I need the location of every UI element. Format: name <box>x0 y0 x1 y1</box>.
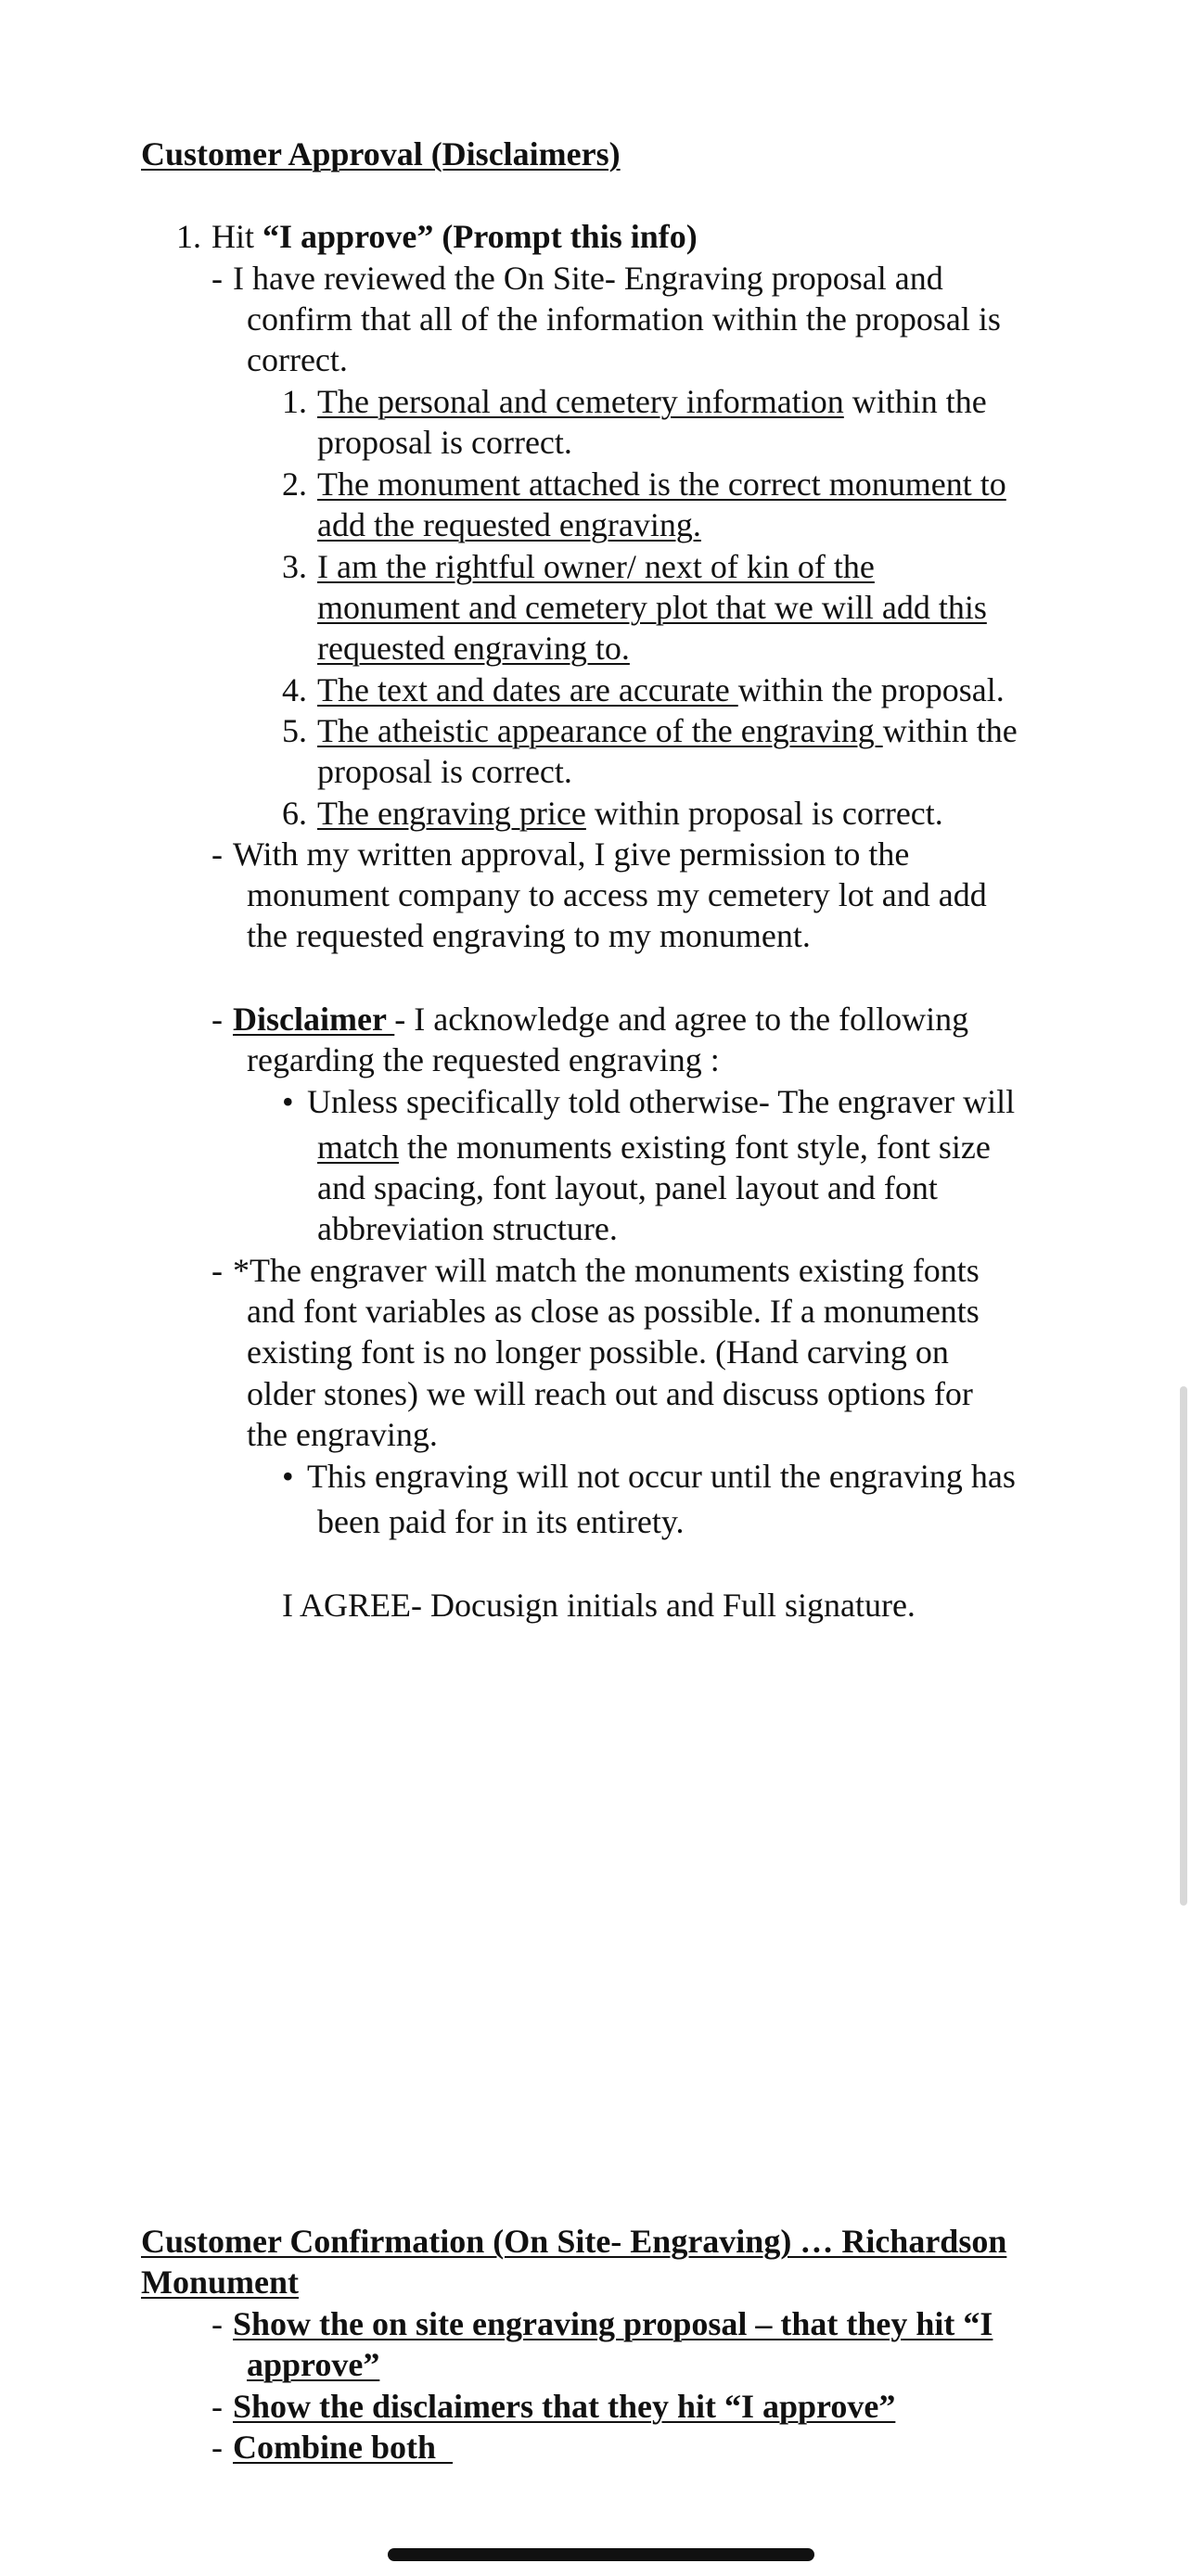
dash-marker: - <box>211 2305 223 2342</box>
review-line: correct. <box>247 341 348 378</box>
section-title-customer-approval: Customer Approval (Disclaimers) <box>141 135 621 172</box>
list-number: 5. <box>282 712 307 749</box>
bullet-marker: • <box>282 1083 294 1120</box>
sub-item-underlined-text: The text and dates are accurate <box>317 671 738 708</box>
list-item-text: Hit <box>211 218 263 255</box>
sub-item-text: within proposal is correct. <box>585 795 943 832</box>
review-line: confirm that all of the information within the proposal is <box>247 300 1001 338</box>
sub-item-3-line-3: requested engraving to. <box>317 630 630 667</box>
bullet-marker: • <box>282 1458 294 1495</box>
written-approval-line: the requested engraving to my monument. <box>247 917 811 954</box>
disclaimer-text: - I acknowledge and agree to the following <box>394 1001 969 1038</box>
list-number: 3. <box>282 548 307 585</box>
list-number: 6. <box>282 795 307 832</box>
dash-marker: - <box>211 835 223 873</box>
bullet-line: been paid for in its entirety. <box>317 1503 685 1540</box>
engraver-line: the engraving. <box>247 1416 438 1453</box>
engraver-line: older stones) we will reach out and discuss options for <box>247 1375 973 1412</box>
dash-marker: - <box>211 2429 223 2466</box>
engraver-line: *The engraver will match the monuments existing fonts <box>233 1252 980 1289</box>
sub-item-underlined-text: The personal and cemetery information <box>317 383 844 420</box>
engraver-line: and font variables as close as possible. If a monuments <box>247 1293 980 1330</box>
bullet-line: and spacing, font layout, panel layout and font <box>317 1169 938 1206</box>
sub-item-2-line-2: add the requested engraving. <box>317 506 701 543</box>
sub-item-4 <box>317 670 1005 710</box>
list-number: 1. <box>176 218 201 255</box>
bullet-text: the monuments existing font style, font size <box>398 1129 991 1166</box>
written-approval-line: With my written approval, I give permission to the <box>233 835 910 873</box>
home-indicator[interactable] <box>388 2548 814 2561</box>
written-approval-line: monument company to access my cemetery lot and add <box>247 876 987 913</box>
scroll-indicator[interactable] <box>1180 1386 1187 1906</box>
dash-marker: - <box>211 1252 223 1289</box>
section-title-customer-confirmation: Customer Confirmation (On Site- Engraving) … Richardson <box>141 2223 1007 2260</box>
sub-item-5-line-2: proposal is correct. <box>317 753 572 790</box>
confirm-item-1: Show the on site engraving proposal – that they hit “I <box>233 2305 993 2342</box>
list-number: 1. <box>282 383 307 420</box>
bullet-line: This engraving will not occur until the engraving has <box>307 1458 1016 1495</box>
sub-item-text: within the <box>882 712 1018 749</box>
sub-item-1-line-2: proposal is correct. <box>317 424 572 461</box>
sub-item-2: The monument attached is the correct monument to <box>317 465 1006 503</box>
bullet-line: abbreviation structure. <box>317 1210 618 1247</box>
section-title-line-2: Monument <box>141 2264 299 2301</box>
confirm-item-3: Combine both <box>233 2429 454 2466</box>
bullet-line: Unless specifically told otherwise- The engraver will <box>307 1083 1016 1120</box>
confirm-item-2: Show the disclaimers that they hit “I approve” <box>233 2388 896 2425</box>
sub-item-underlined-text: The atheistic appearance of the engraving <box>317 712 883 749</box>
sub-item-5 <box>317 710 1018 751</box>
dash-marker: - <box>211 2388 223 2425</box>
list-item-approve <box>211 216 698 257</box>
sub-item-text: within the proposal. <box>737 671 1005 708</box>
sub-item-text: within the <box>843 383 987 420</box>
list-number: 2. <box>282 465 307 503</box>
disclaimer-line-2: regarding the requested engraving : <box>247 1041 720 1078</box>
sub-item-3: I am the rightful owner/ next of kin of the <box>317 548 875 585</box>
sub-item-underlined-text: The engraving price <box>317 795 586 832</box>
underlined-word-match: match <box>317 1129 399 1166</box>
disclaimer-label: Disclaimer <box>233 1001 395 1038</box>
sub-item-6 <box>317 793 943 834</box>
sub-item-3-line-2: monument and cemetery plot that we will add this <box>317 589 987 626</box>
engraver-line: existing font is no longer possible. (Hand carving on <box>247 1333 949 1371</box>
agree-signature-line: I AGREE- Docusign initials and Full signature. <box>282 1587 916 1624</box>
list-number: 4. <box>282 671 307 708</box>
list-item-bold-text: “I approve” (Prompt this info) <box>263 218 698 255</box>
review-line: I have reviewed the On Site- Engraving proposal and <box>233 260 943 297</box>
dash-marker: - <box>211 260 223 297</box>
bullet-line <box>317 1127 991 1167</box>
sub-item-1 <box>317 381 987 422</box>
disclaimer-line <box>233 999 968 1039</box>
confirm-item-1-line-2: approve” <box>247 2346 380 2383</box>
dash-marker: - <box>211 1001 223 1038</box>
